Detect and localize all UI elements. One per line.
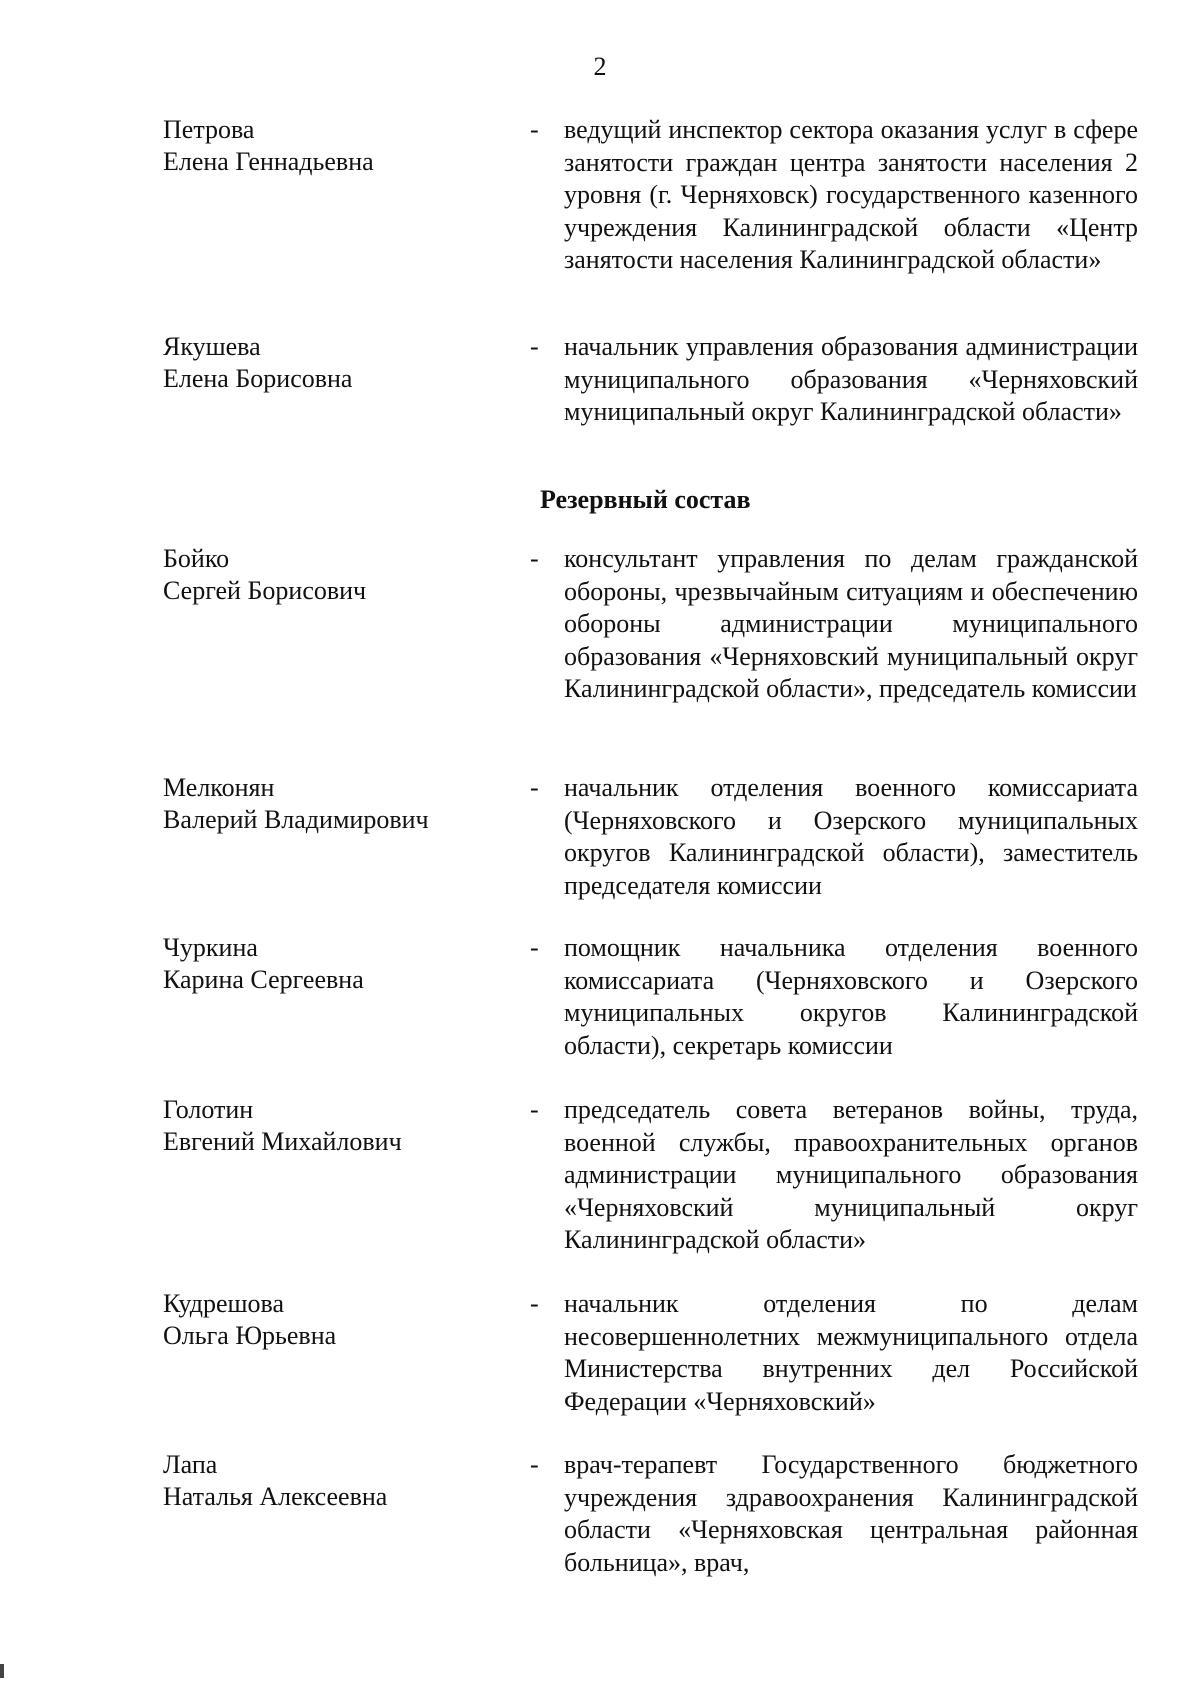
scan-edge-mark bbox=[0, 1664, 4, 1678]
member-position: начальник управления образования администрации муниципального образования «Черняховский муниципальный округ Калининградской области» bbox=[564, 332, 1138, 427]
dash-separator: - bbox=[530, 332, 539, 361]
member-given-names: Елена Борисовна bbox=[163, 364, 353, 393]
member-given-names: Карина Сергеевна bbox=[163, 965, 364, 994]
member-position: начальник отделения военного комиссариата (Черняховского и Озерского муниципальных округов Калининградской области), заместитель председателя комиссии bbox=[564, 773, 1138, 900]
dash-separator: - bbox=[530, 933, 539, 962]
member-name bbox=[163, 772, 493, 836]
member-name bbox=[163, 331, 493, 395]
member-surname: Кудрешова bbox=[163, 1289, 285, 1318]
member-surname: Петрова bbox=[163, 115, 255, 144]
member-given-names: Наталья Алексеевна bbox=[163, 1482, 388, 1511]
member-name bbox=[163, 114, 493, 178]
member-surname: Лапа bbox=[163, 1450, 218, 1479]
member-position: консультант управления по делам гражданской обороны, чрезвычайным ситуациям и обеспечению обороны администрации муниципального образования «Черняховский муниципальный округ Калининградской области», председатель комиссии bbox=[564, 544, 1138, 704]
page-number: 2 bbox=[593, 52, 607, 81]
member-position: врач-терапевт Государственного бюджетного учреждения здравоохранения Калининградской области «Черняховская центральная районная больница», врач, bbox=[564, 1450, 1138, 1577]
member-name bbox=[163, 543, 493, 607]
member-surname: Чуркина bbox=[163, 933, 258, 962]
member-given-names: Евгений Михайлович bbox=[163, 1127, 402, 1156]
member-given-names: Валерий Владимирович bbox=[163, 805, 429, 834]
dash-separator: - bbox=[530, 115, 539, 144]
member-given-names: Сергей Борисович bbox=[163, 576, 367, 605]
member-name bbox=[163, 1288, 493, 1352]
reserve-section-title: Резервный состав bbox=[540, 485, 751, 514]
member-surname: Якушева bbox=[163, 332, 261, 361]
dash-separator: - bbox=[530, 1289, 539, 1318]
member-position: начальник отделения по делам несовершеннолетних межмуниципального отдела Министерства внутренних дел Российской Федерации «Черняховский» bbox=[564, 1289, 1138, 1416]
dash-separator: - bbox=[530, 544, 539, 573]
member-position: ведущий инспектор сектора оказания услуг в сфере занятости граждан центра занятости населения 2 уровня (г. Черняховск) государственного казенного учреждения Калининградской области «Центр занятости населения Калининградской области» bbox=[564, 115, 1138, 275]
member-surname: Мелконян bbox=[163, 773, 275, 802]
member-position: помощник начальника отделения военного комиссариата (Черняховского и Озерского муниципальных округов Калининградской области), секретарь комиссии bbox=[564, 933, 1138, 1060]
member-position: председатель совета ветеранов войны, труда, военной службы, правоохранительных органов администрации муниципального образования «Черняховский муниципальный округ Калининградской области» bbox=[564, 1095, 1138, 1255]
member-name bbox=[163, 1449, 493, 1513]
member-name bbox=[163, 1094, 493, 1158]
member-surname: Голотин bbox=[163, 1095, 254, 1124]
member-given-names: Елена Геннадьевна bbox=[163, 147, 374, 176]
dash-separator: - bbox=[530, 1095, 539, 1124]
member-surname: Бойко bbox=[163, 544, 230, 573]
member-given-names: Ольга Юрьевна bbox=[163, 1321, 337, 1350]
member-name bbox=[163, 932, 493, 996]
dash-separator: - bbox=[530, 1450, 539, 1479]
dash-separator: - bbox=[530, 773, 539, 802]
